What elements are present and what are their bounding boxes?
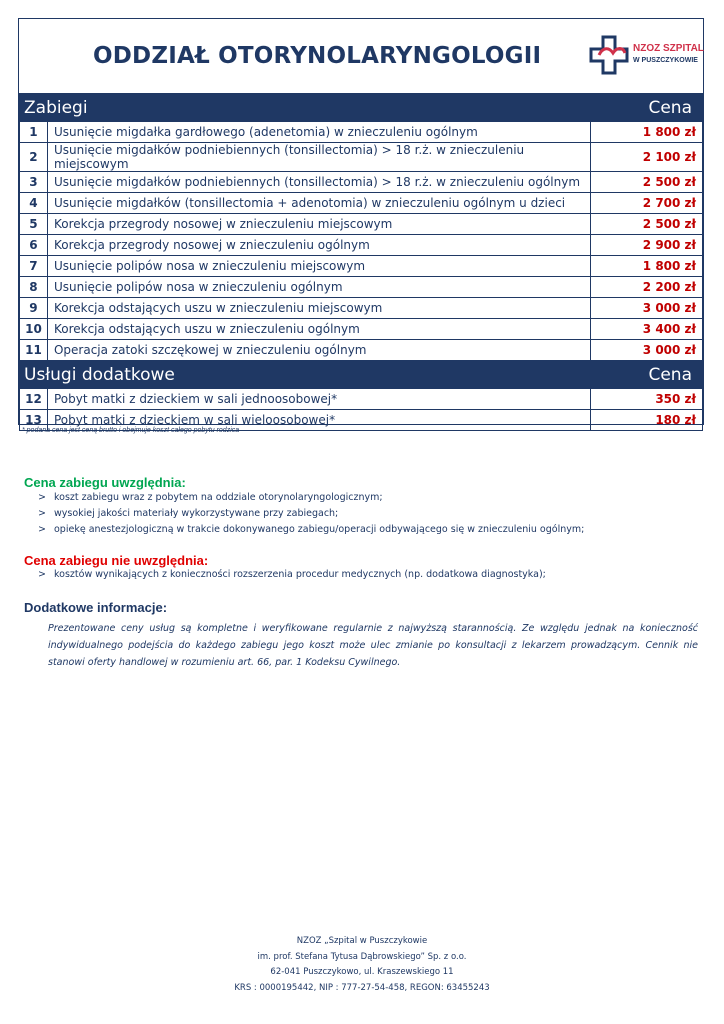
footer-line-1: NZOZ „Szpital w Puszczykowie bbox=[296, 936, 428, 946]
extras-heading: Usługi dodatkowe bbox=[20, 362, 591, 389]
row-number: 3 bbox=[20, 172, 48, 193]
excludes-list bbox=[38, 567, 546, 583]
table-row bbox=[20, 389, 703, 410]
list-item-text: kosztów wynikających z konieczności rozszerzenia procedur medycznych (np. dodatkowa diagnostyka); bbox=[54, 569, 546, 580]
list-item-text: wysokiej jakości materiały wykorzystywane przy zabiegach; bbox=[54, 508, 339, 519]
table-row bbox=[20, 143, 703, 172]
extras-table bbox=[19, 361, 703, 431]
table-row bbox=[20, 277, 703, 298]
logo-text-primary: NZOZ SZPITAL bbox=[633, 43, 704, 54]
procedures-table bbox=[19, 94, 703, 361]
hospital-logo bbox=[589, 35, 704, 77]
row-number: 9 bbox=[20, 298, 48, 319]
list-item-text: opiekę anestezjologiczną w trakcie dokonywanego zabiegu/operacji odbywającego się w znieczuleniu ogólnym; bbox=[54, 524, 585, 535]
procedures-rows bbox=[20, 122, 703, 361]
row-number: 5 bbox=[20, 214, 48, 235]
bullet-arrow-icon: > bbox=[38, 508, 46, 519]
row-number: 7 bbox=[20, 256, 48, 277]
bullet-arrow-icon: > bbox=[38, 569, 46, 580]
footer-line-2: im. prof. Stefana Tytusa Dąbrowskiego” Sp. z o.o. bbox=[257, 951, 467, 962]
extras-rows bbox=[20, 389, 703, 431]
row-price: 2 500 zł bbox=[591, 214, 703, 235]
row-description: Pobyt matki z dzieckiem w sali wieloosobowej* bbox=[47, 410, 590, 431]
table-row bbox=[20, 122, 703, 143]
procedures-header-row bbox=[20, 95, 703, 122]
includes-title: Cena zabiegu uwzględnia: bbox=[24, 475, 186, 490]
row-description: Usunięcie polipów nosa w znieczuleniu ogólnym bbox=[47, 277, 590, 298]
row-description: Usunięcie polipów nosa w znieczuleniu miejscowym bbox=[47, 256, 590, 277]
list-item bbox=[38, 490, 584, 506]
row-number: 10 bbox=[20, 319, 48, 340]
footer bbox=[0, 934, 724, 996]
row-description: Pobyt matki z dzieckiem w sali jednoosobowej* bbox=[47, 389, 590, 410]
row-description: Korekcja odstających uszu w znieczuleniu miejscowym bbox=[47, 298, 590, 319]
bullet-arrow-icon: > bbox=[38, 524, 46, 535]
row-number: 1 bbox=[20, 122, 48, 143]
row-price: 180 zł bbox=[591, 410, 703, 431]
table-row bbox=[20, 256, 703, 277]
table-row bbox=[20, 319, 703, 340]
row-price: 3 000 zł bbox=[591, 298, 703, 319]
price-note: * podana cena jest ceną brutto i obejmuje koszt całego pobytu rodzica bbox=[22, 427, 240, 434]
list-item-text: koszt zabiegu wraz z pobytem na oddziale otorynolaryngologicznym; bbox=[54, 492, 383, 503]
table-row bbox=[20, 193, 703, 214]
table-row bbox=[20, 214, 703, 235]
row-price: 2 200 zł bbox=[591, 277, 703, 298]
price-list-frame bbox=[18, 18, 704, 425]
footer-line-3: 62-041 Puszczykowo, ul. Kraszewskiego 11 bbox=[270, 967, 454, 977]
list-item bbox=[38, 522, 584, 538]
row-price: 2 700 zł bbox=[591, 193, 703, 214]
table-row bbox=[20, 235, 703, 256]
row-price: 3 400 zł bbox=[591, 319, 703, 340]
logo-text-secondary: W PUSZCZYKOWIE bbox=[633, 57, 698, 64]
bullet-arrow-icon: > bbox=[38, 492, 46, 503]
row-description: Usunięcie migdałków podniebiennych (tonsillectomia) > 18 r.ż. w znieczuleniu miejscowym bbox=[47, 143, 590, 172]
table-row bbox=[20, 298, 703, 319]
footer-line-4: KRS : 0000195442, NIP : 777-27-54-458, REGON: 63455243 bbox=[234, 982, 490, 993]
extras-price-heading: Cena bbox=[591, 362, 703, 389]
medical-cross-icon bbox=[589, 35, 629, 77]
excludes-title: Cena zabiegu nie uwzględnia: bbox=[24, 553, 209, 568]
header bbox=[19, 19, 703, 94]
row-description: Korekcja przegrody nosowej w znieczuleniu miejscowym bbox=[47, 214, 590, 235]
procedures-price-heading: Cena bbox=[591, 95, 703, 122]
row-price: 350 zł bbox=[591, 389, 703, 410]
row-number: 4 bbox=[20, 193, 48, 214]
row-number: 2 bbox=[20, 143, 48, 172]
row-price: 3 000 zł bbox=[591, 340, 703, 361]
row-price: 1 800 zł bbox=[591, 122, 703, 143]
row-number: 6 bbox=[20, 235, 48, 256]
table-row bbox=[20, 172, 703, 193]
table-row bbox=[20, 340, 703, 361]
list-item bbox=[38, 567, 546, 583]
row-number: 11 bbox=[20, 340, 48, 361]
page-title: ODDZIAŁ OTORYNOLARYNGOLOGII bbox=[93, 43, 542, 69]
row-description: Usunięcie migdałków (tonsillectomia + adenotomia) w znieczuleniu ogólnym u dzieci bbox=[47, 193, 590, 214]
row-number: 13 bbox=[20, 410, 48, 431]
row-number: 12 bbox=[20, 389, 48, 410]
row-price: 1 800 zł bbox=[591, 256, 703, 277]
row-price: 2 900 zł bbox=[591, 235, 703, 256]
row-description: Usunięcie migdałka gardłowego (adenetomia) w znieczuleniu ogólnym bbox=[47, 122, 590, 143]
row-description: Operacja zatoki szczękowej w znieczuleniu ogólnym bbox=[47, 340, 590, 361]
row-description: Korekcja odstających uszu w znieczuleniu ogólnym bbox=[47, 319, 590, 340]
row-number: 8 bbox=[20, 277, 48, 298]
includes-list bbox=[38, 490, 584, 538]
extras-header-row bbox=[20, 362, 703, 389]
procedures-heading: Zabiegi bbox=[20, 95, 591, 122]
row-price: 2 100 zł bbox=[591, 143, 703, 172]
row-price: 2 500 zł bbox=[591, 172, 703, 193]
additional-info-text: Prezentowane ceny usług są kompletne i weryfikowane regularnie z najwyższą starannością. Ze względu jednak na konieczność indywidualnego podejścia do każdego zabiegu jego koszt może ulec zmianie po konsultacji z lekarzem prowadzącym. Cennik nie stanowi oferty handlowej w rozumieniu art. 66, par. 1 Kodeksu Cywilnego. bbox=[48, 623, 698, 668]
list-item bbox=[38, 506, 584, 522]
row-description: Usunięcie migdałków podniebiennych (tonsillectomia) > 18 r.ż. w znieczuleniu ogólnym bbox=[47, 172, 590, 193]
additional-info-title: Dodatkowe informacje: bbox=[24, 600, 168, 615]
row-description: Korekcja przegrody nosowej w znieczuleniu ogólnym bbox=[47, 235, 590, 256]
